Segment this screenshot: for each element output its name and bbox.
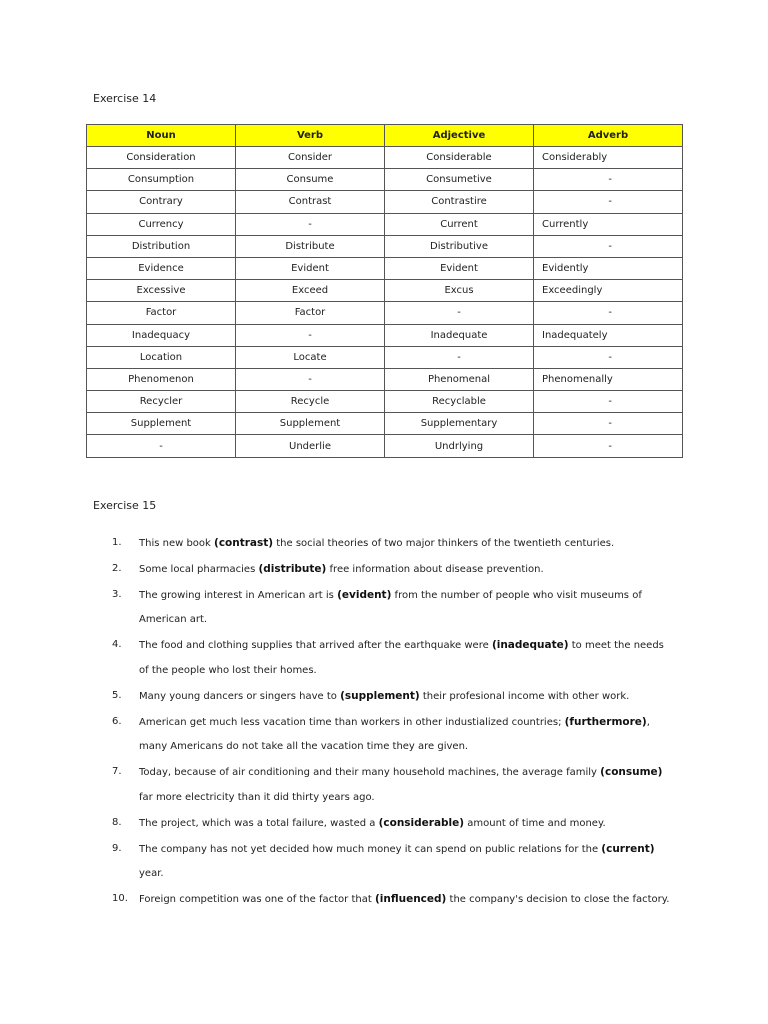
cell-adjective: Current [385,213,534,235]
sentence-text-after: year. [139,868,164,880]
item-number: 2. [112,562,122,574]
item-number: 6. [112,715,122,727]
item-number: 8. [112,816,122,828]
cell-adverb: - [534,435,683,457]
answer-word: (consume) [600,766,663,779]
header-adjective: Adjective [385,125,534,147]
cell-adjective: - [385,346,534,368]
cell-verb: Locate [236,346,385,368]
sentence-text-before: American get much less vacation time than workers in other industialized countries; [139,716,565,728]
item-number: 4. [112,639,122,651]
cell-verb: Consider [236,147,385,169]
cell-verb: Underlie [236,435,385,457]
list-item [112,760,672,811]
cell-adjective: Supplementary [385,413,534,435]
cell-adverb: Evidently [534,257,683,279]
word-form-table [86,124,683,458]
sentence-text-after: , many Americans do not take all the vacation time they are given. [139,716,650,753]
cell-adjective: Recyclable [385,391,534,413]
cell-verb: Evident [236,257,385,279]
header-adverb: Adverb [534,125,683,147]
sentence-text-before: Many young dancers or singers have to [139,690,341,702]
sentence-text-before: Today, because of air conditioning and their many household machines, the average family [139,767,601,779]
list-item [112,710,672,761]
table-row [87,435,683,457]
sentence-text-after: the social theories of two major thinkers of the twentieth centuries. [273,538,615,549]
cell-noun: Distribution [87,235,236,257]
cell-adjective: Phenomenal [385,368,534,390]
exercise-14-title: Exercise 14 [93,92,157,105]
cell-adverb: - [534,413,683,435]
answer-word: (distribute) [258,562,327,575]
sentence-text-after: their profesional income with other work. [419,690,630,702]
cell-noun: Location [87,346,236,368]
cell-adverb: - [534,302,683,324]
list-item [112,837,672,888]
cell-verb: Consume [236,169,385,191]
cell-adjective: Contrastire [385,191,534,213]
table-header-row [87,125,683,147]
cell-adverb: Considerably [534,147,683,169]
cell-adjective: - [385,302,534,324]
cell-verb: Factor [236,302,385,324]
cell-adverb: Currently [534,213,683,235]
table-row [87,324,683,346]
item-number: 10. [112,893,128,905]
cell-adverb: Exceedingly [534,280,683,302]
exercise-15-title: Exercise 15 [93,499,157,512]
table-row [87,391,683,413]
sentence-text-before: The growing interest in American art is [139,589,338,601]
header-noun: Noun [87,125,236,147]
cell-verb: Supplement [236,413,385,435]
cell-adverb: - [534,191,683,213]
cell-adverb: - [534,346,683,368]
cell-adjective: Considerable [385,147,534,169]
answer-word: (supplement) [340,689,420,702]
cell-verb: - [236,213,385,235]
header-verb: Verb [236,125,385,147]
sentence-text-after: to meet the needs of the people who lost their homes. [139,640,664,676]
cell-adverb: Inadequately [534,324,683,346]
answer-word: (current) [601,842,655,855]
cell-adverb: - [534,235,683,257]
table-row [87,191,683,213]
answer-word: (inadequate) [491,639,569,652]
cell-noun: Recycler [87,391,236,413]
sentence-text-before: The project, which was a total failure, wasted a [139,817,379,829]
cell-noun: Contrary [87,191,236,213]
list-item [112,887,672,913]
table-row [87,302,683,324]
table-row [87,280,683,302]
sentence-text-before: This new book [139,538,215,549]
answer-word: (furthermore) [564,715,647,728]
cell-verb: - [236,324,385,346]
sentence-text-after: far more electricity than it did thirty years ago. [139,791,375,803]
cell-verb: Recycle [236,391,385,413]
item-number: 1. [112,537,122,548]
sentence-text-before: The company has not yet decided how much money it can spend on public relations for the [139,843,602,855]
cell-verb: Contrast [236,191,385,213]
table-row [87,257,683,279]
cell-verb: - [236,368,385,390]
sentence-text-before: Foreign competition was one of the factor that [139,894,375,906]
cell-adverb: - [534,391,683,413]
list-item [112,531,672,557]
cell-adjective: Inadequate [385,324,534,346]
sentence-text-after: from the number of people who visit museums of American art. [139,589,642,626]
sentence-text-before: The food and clothing supplies that arrived after the earthquake were [139,640,492,652]
cell-adjective: Undrlying [385,435,534,457]
table-row [87,368,683,390]
answer-word: (contrast) [214,537,274,549]
sentence-text-after: the company's decision to close the factory. [446,894,670,906]
cell-adverb: Phenomenally [534,368,683,390]
list-item [112,684,672,710]
item-number: 9. [112,842,122,854]
cell-noun: Consumption [87,169,236,191]
answer-word: (considerable) [378,816,465,829]
answer-word: (influenced) [374,893,447,906]
answer-word: (evident) [337,588,392,601]
cell-noun: Phenomenon [87,368,236,390]
list-item [112,633,672,684]
cell-adverb: - [534,169,683,191]
cell-adjective: Evident [385,257,534,279]
cell-verb: Distribute [236,235,385,257]
cell-noun: Currency [87,213,236,235]
word-form-table-body [87,147,683,458]
table-row [87,413,683,435]
sentence-text-after: free information about disease prevention. [326,563,544,575]
table-row [87,346,683,368]
table-row [87,147,683,169]
cell-noun: Consideration [87,147,236,169]
cell-noun: Evidence [87,257,236,279]
list-item [112,583,672,634]
sentence-text-after: amount of time and money. [464,817,606,829]
item-number: 3. [112,588,122,600]
cell-noun: Supplement [87,413,236,435]
list-item [112,811,672,837]
table-row [87,213,683,235]
cell-noun: Inadequacy [87,324,236,346]
cell-noun: Excessive [87,280,236,302]
item-number: 5. [112,689,122,701]
sentence-text-before: Some local pharmacies [139,563,259,575]
cell-adjective: Consumetive [385,169,534,191]
list-item [112,557,672,583]
item-number: 7. [112,766,122,778]
table-row [87,169,683,191]
cell-noun: Factor [87,302,236,324]
exercise-15-list [112,531,672,913]
cell-adjective: Excus [385,280,534,302]
cell-adjective: Distributive [385,235,534,257]
cell-verb: Exceed [236,280,385,302]
table-row [87,235,683,257]
cell-noun: - [87,435,236,457]
